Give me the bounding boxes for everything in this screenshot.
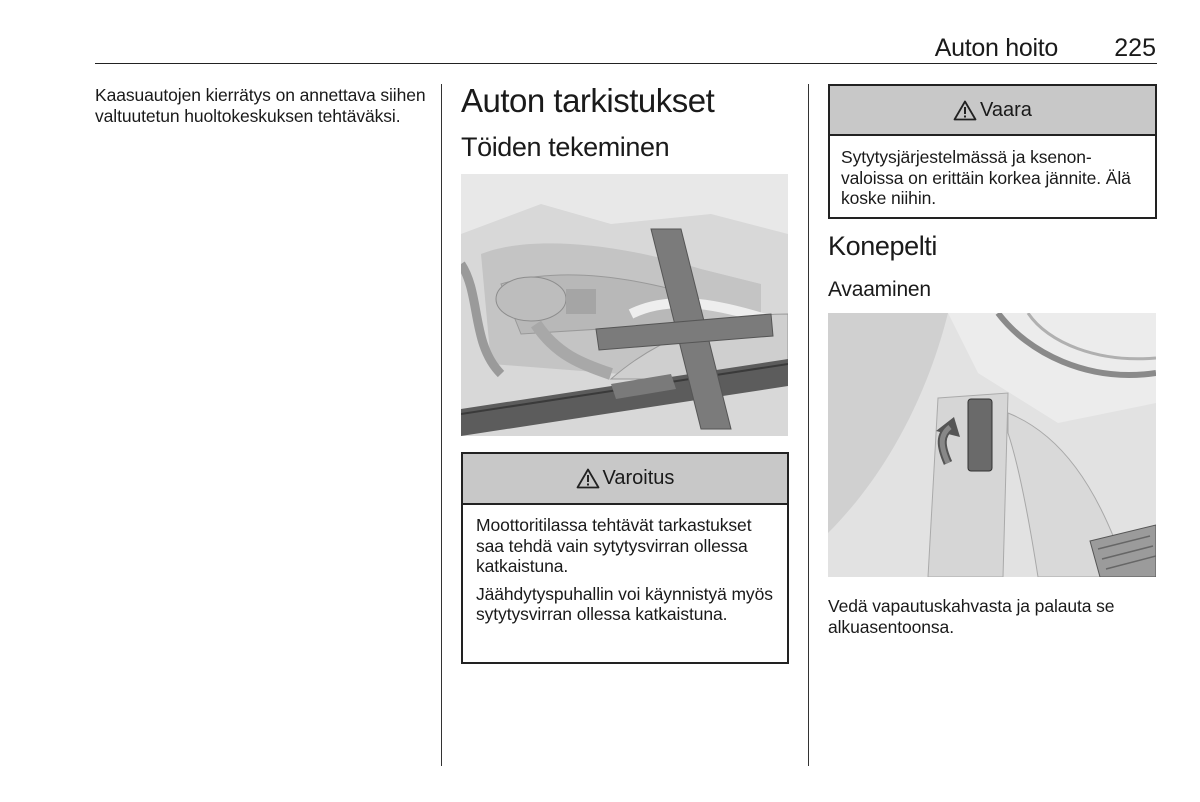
column-divider <box>441 84 442 766</box>
danger-box-body <box>830 136 1155 209</box>
hood-release-illustration <box>828 313 1156 577</box>
section-heading: Auton tarkistukset <box>461 82 715 119</box>
engine-bay-illustration <box>461 174 788 436</box>
column-1-paragraph: Kaasuautojen kierrätys on annettava siihen valtuutetun huoltokeskuksen tehtäväksi. <box>95 85 426 126</box>
subsection-heading: Avaaminen <box>828 278 931 301</box>
warning-title: Varoitus <box>602 467 675 489</box>
subsection-heading: Töiden tekeminen <box>461 132 670 162</box>
danger-box-header <box>830 86 1155 136</box>
page-number: 225 <box>1114 34 1156 62</box>
warning-paragraph: Jäähdytyspuhallin voi käynnistyä myös sytytysvirran ollessa katkaistuna. <box>476 583 773 624</box>
section-heading: Konepelti <box>828 231 937 261</box>
warning-box-header <box>463 454 787 505</box>
warning-triangle-icon <box>576 468 600 489</box>
warning-box-body <box>463 505 787 625</box>
danger-box <box>828 84 1157 219</box>
danger-title: Vaara <box>980 98 1032 121</box>
header-rule <box>95 63 1157 64</box>
running-header-section: Auton hoito <box>934 34 1058 62</box>
warning-paragraph: Moottoritilassa tehtävät tarkastukset saa tehdä vain sytytysvirran ollessa katkaistuna. <box>476 515 752 576</box>
danger-paragraph: Sytytysjärjestelmässä ja ksenonvaloissa on erittäin korkea jännite. Älä koske niihin. <box>841 147 1131 208</box>
warning-triangle-icon <box>953 100 977 121</box>
column-divider <box>808 84 809 766</box>
warning-box <box>461 452 789 664</box>
column-3-paragraph: Vedä vapautuskahvasta ja palauta se alkuasentoonsa. <box>828 596 1115 637</box>
